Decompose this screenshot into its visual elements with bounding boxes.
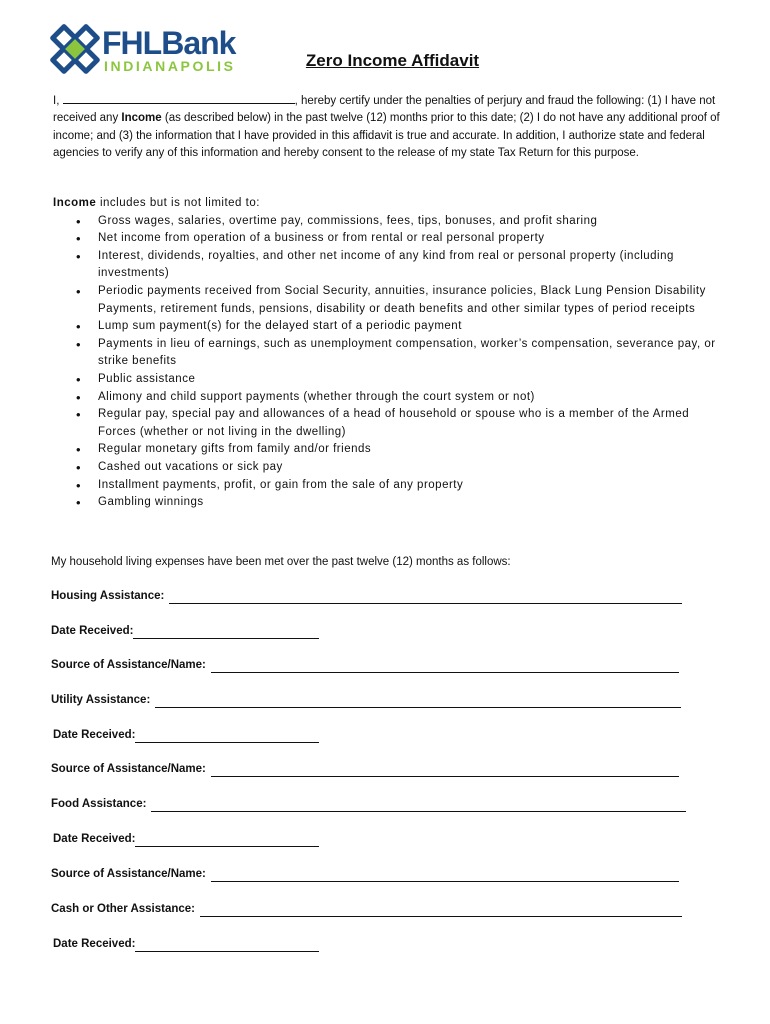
list-item: • Alimony and child support payments (whether through the court system or not) — [98, 389, 721, 407]
date-received-input[interactable] — [135, 834, 319, 847]
date-received-field: Date Received: — [53, 831, 319, 847]
utility-assistance-field: Utility Assistance: — [51, 692, 681, 708]
list-item: • Installment payments, profit, or gain from the sale of any property — [98, 477, 721, 495]
source-of-assistance-input[interactable] — [211, 869, 679, 882]
list-item: • Regular pay, special pay and allowances of a head of household or spouse who is a member of the Armed Forces (whether or not living in the dwelling) — [98, 406, 721, 441]
cash-other-assistance-field: Cash or Other Assistance: — [51, 901, 682, 917]
certification-paragraph: I, , hereby certify under the penalties of perjury and fraud the following: (1) I have not received any Income (as described below) in the past twelve (12) months prior to this date; (2) I do not have any additional proof of income; and (3) the information that I have provided in this affidavit is true and accurate. In addition, I authorize state and federal agencies to verify any of this information and hereby consent to the release of my state Tax Return for this purpose. — [53, 91, 721, 163]
date-received-field: Date Received: — [53, 936, 319, 952]
date-received-input[interactable] — [135, 730, 319, 743]
logo-subtitle: INDIANAPOLIS — [104, 58, 236, 74]
housing-assistance-field: Housing Assistance: — [51, 588, 682, 604]
source-of-assistance-input[interactable] — [211, 660, 679, 673]
income-lead: Income includes but is not limited to: — [53, 197, 260, 209]
housing-assistance-input[interactable] — [169, 591, 682, 604]
food-assistance-input[interactable] — [151, 799, 686, 812]
list-item: • Periodic payments received from Social Security, annuities, insurance policies, Black Lung Pension Disability Payments, retirement funds, pensions, disability or death benefits and other similar types of period receipts — [98, 283, 721, 318]
date-received-input[interactable] — [133, 626, 319, 639]
household-expenses-text: My household living expenses have been met over the past twelve (12) months as follows: — [51, 556, 511, 568]
date-received-field: Date Received: — [53, 727, 319, 743]
source-of-assistance-input[interactable] — [211, 764, 679, 777]
source-of-assistance-field: Source of Assistance/Name: — [51, 761, 679, 777]
list-item: • Public assistance — [98, 371, 721, 389]
source-of-assistance-field: Source of Assistance/Name: — [51, 866, 679, 882]
list-item: • Cashed out vacations or sick pay — [98, 459, 721, 477]
date-received-input[interactable] — [135, 939, 319, 952]
logo-name: FHLBank — [102, 25, 236, 61]
utility-assistance-input[interactable] — [155, 695, 681, 708]
date-received-field: Date Received: — [51, 623, 319, 639]
income-definition — [53, 195, 721, 512]
income-list — [53, 213, 721, 512]
page-title: Zero Income Affidavit — [305, 51, 480, 70]
cash-other-assistance-input[interactable] — [200, 904, 682, 917]
list-item: • Payments in lieu of earnings, such as unemployment compensation, worker’s compensation, severance pay, or strike benefits — [98, 336, 721, 371]
list-item: • Net income from operation of a business or from rental or real personal property — [98, 230, 721, 248]
list-item: • Regular monetary gifts from family and/or friends — [98, 441, 721, 459]
list-item: • Gross wages, salaries, overtime pay, commissions, fees, tips, bonuses, and profit sharing — [98, 213, 721, 231]
source-of-assistance-field: Source of Assistance/Name: — [51, 657, 679, 673]
list-item: • Lump sum payment(s) for the delayed start of a periodic payment — [98, 318, 721, 336]
food-assistance-field: Food Assistance: — [51, 796, 686, 812]
list-item: • Interest, dividends, royalties, and other net income of any kind from real or personal property (including investments) — [98, 248, 721, 283]
list-item: • Gambling winnings — [98, 494, 721, 512]
name-signature-field[interactable] — [63, 91, 295, 104]
